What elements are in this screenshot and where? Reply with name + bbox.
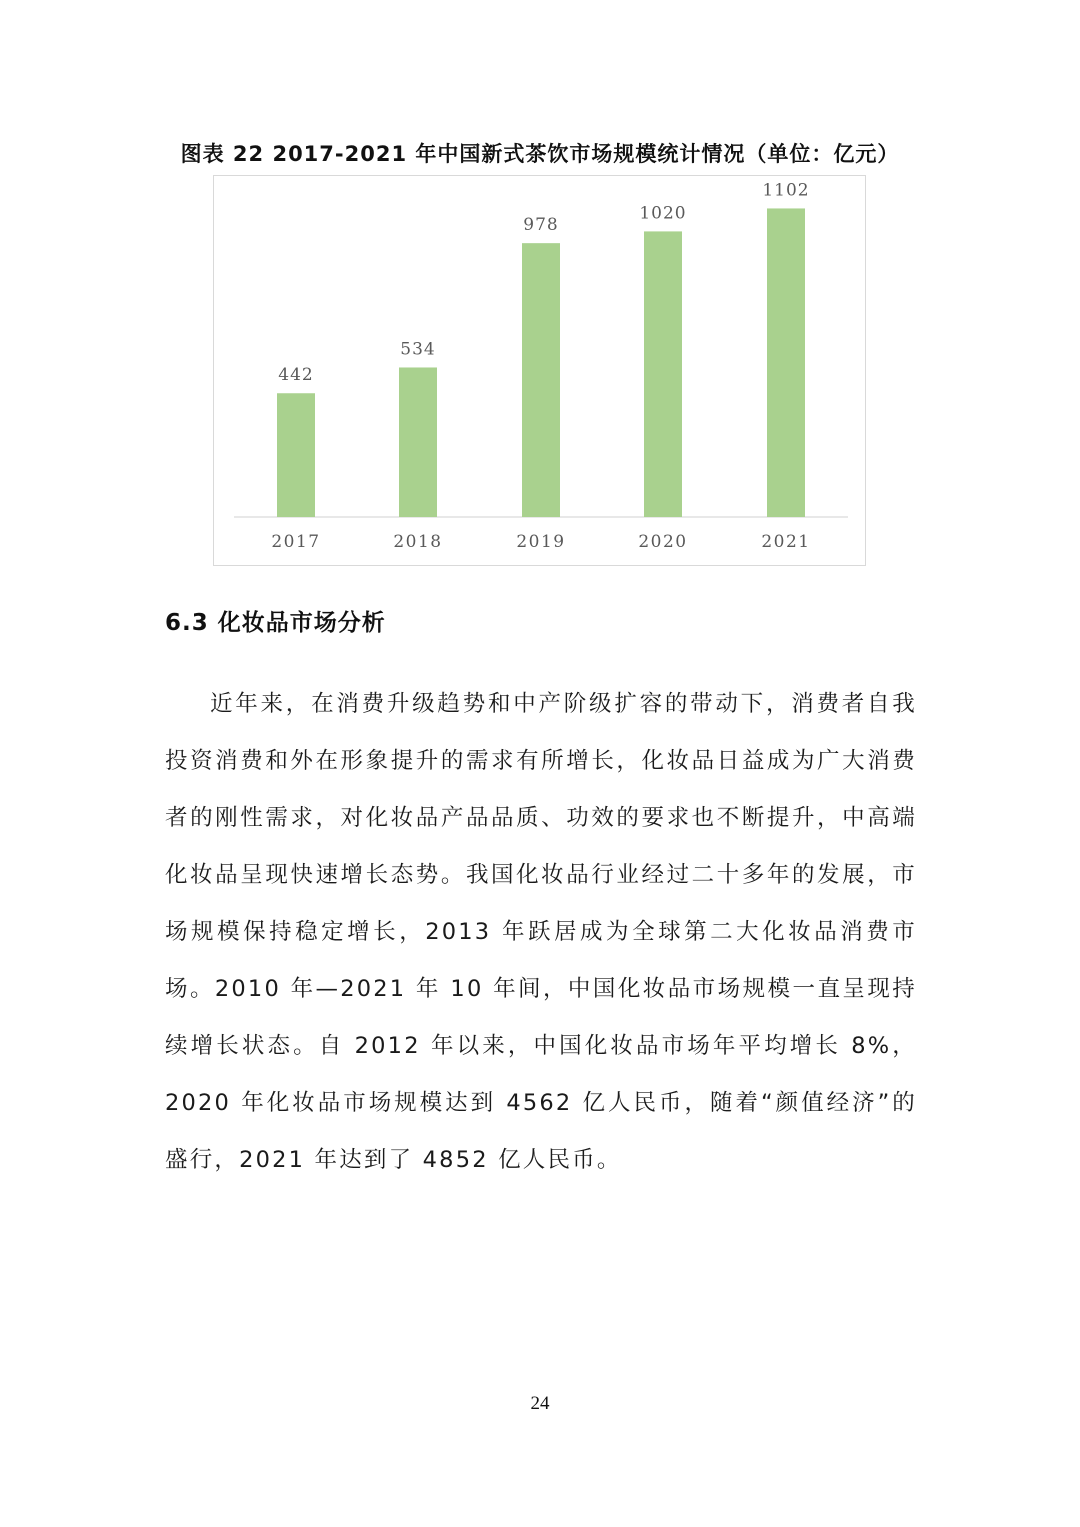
data-label-2019: 978 <box>523 215 559 236</box>
bar-2018 <box>399 367 437 517</box>
section-heading: 6.3 化妆品市场分析 <box>165 610 386 636</box>
bar-chart <box>213 175 866 566</box>
x-tick-label-2017: 2017 <box>271 532 321 552</box>
x-tick-label-2018: 2018 <box>393 532 443 552</box>
figure-caption: 图表 22 2017-2021 年中国新式茶饮市场规模统计情况（单位：亿元） <box>180 142 900 166</box>
x-tick-label-2021: 2021 <box>761 532 811 552</box>
bar-2017 <box>277 393 315 517</box>
data-label-2018: 534 <box>400 339 436 360</box>
bar-chart-svg <box>214 176 865 565</box>
data-label-2021: 1102 <box>762 180 810 201</box>
body-paragraph: 近年来，在消费升级趋势和中产阶级扩容的带动下，消费者自我投资消费和外在形象提升的需求有所增长，化妆品日益成为广大消费者的刚性需求，对化妆品产品品质、功效的要求也不断提升，中高端化妆品呈现快速增长态势。我国化妆品行业经过二十多年的发展，市场规模保持稳定增长，2013 年跃居成为全球第二大化妆品消费市场。2010 年—2021 年 10 年间，中国化妆品市场规模一直呈现持续增长状态。自 2012 年以来，中国化妆品市场年平均增长 8%，2020 年化妆品市场规模达到 4562 亿人民币，随着“颜值经济”的盛行，2021 年达到了 4852 亿人民币。 <box>165 691 917 1173</box>
data-label-2020: 1020 <box>639 203 687 224</box>
bar-2021 <box>767 208 805 517</box>
data-label-2017: 442 <box>278 365 314 386</box>
page-number: 24 <box>530 1393 550 1414</box>
bar-2019 <box>522 243 560 517</box>
x-tick-label-2020: 2020 <box>638 532 688 552</box>
x-tick-label-2019: 2019 <box>516 532 566 552</box>
bar-2020 <box>644 231 682 517</box>
